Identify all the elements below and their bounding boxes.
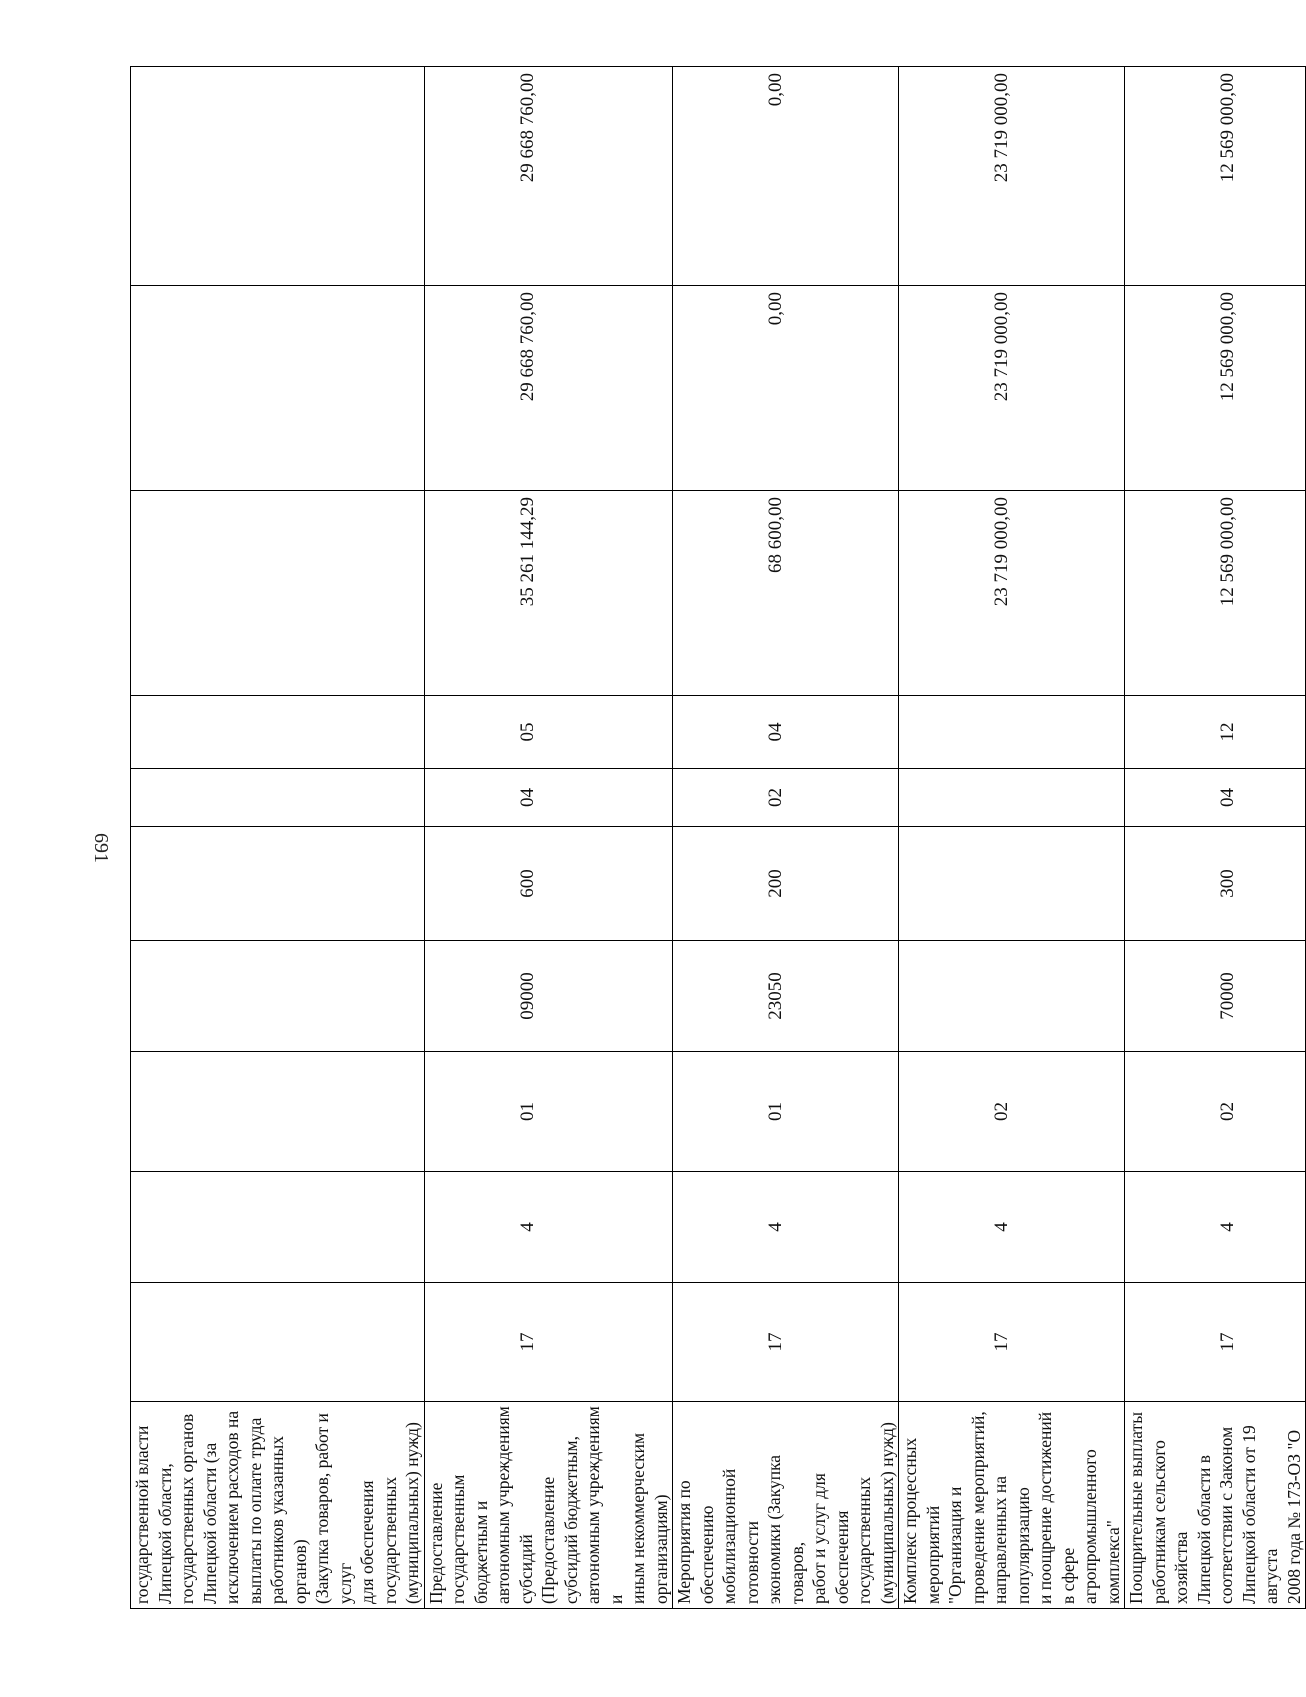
amount-2023: 23 719 000,00: [991, 497, 1012, 607]
chapter-code-cell: [673, 1283, 899, 1402]
amount-2024: 0,00: [765, 292, 786, 326]
podrazdel-code-cell: [1125, 696, 1306, 769]
amount-2024: 29 668 760,00: [516, 292, 538, 402]
target-code: 23050: [765, 972, 786, 1020]
description-line: экономики (Закупка товаров,: [764, 1454, 807, 1604]
expense-type-code: 200: [765, 869, 786, 898]
amount-2023-cell: [1125, 491, 1306, 696]
description-line: субсидий бюджетным,: [560, 1436, 581, 1604]
description-line: государственных органов: [177, 1413, 197, 1604]
description-line: организациям): [650, 1494, 671, 1604]
podrazdel-code-cell: [131, 696, 425, 769]
subsection-code-cell: [1125, 1052, 1306, 1172]
row-description: [424, 1402, 673, 1609]
description-line: агропромышленного комплекса": [1080, 1449, 1123, 1604]
expense-type-code-cell: [424, 827, 673, 941]
description-line: (Закупка товаров, работ и услуг: [312, 1413, 355, 1604]
amount-2023-cell: [899, 491, 1125, 696]
chapter-code-cell: [1125, 1283, 1306, 1402]
expense-type-code: 600: [516, 869, 538, 898]
podrazdel-code: 12: [1217, 722, 1238, 742]
chapter-code: 17: [765, 1332, 786, 1352]
budget-table-sheet: [130, 67, 1304, 1609]
page-number: 691: [90, 833, 112, 863]
podrazdel-code: 05: [516, 722, 538, 742]
section-code-cell: [131, 1172, 425, 1283]
razdel-code-cell: [424, 769, 673, 827]
amount-2025-cell: [131, 67, 425, 286]
section-code: 4: [516, 1222, 538, 1232]
razdel-code-cell: [899, 769, 1125, 827]
description-line: Липецкой области,: [154, 1463, 175, 1604]
description-line: 2008 года № 173-ОЗ "О: [1283, 1429, 1304, 1604]
chapter-code: 17: [1217, 1332, 1238, 1352]
description-line: Липецкой области от 19 августа: [1238, 1425, 1281, 1604]
description-line: автономным учреждениям: [493, 1406, 513, 1604]
podrazdel-code-cell: [424, 696, 673, 769]
amount-2023-cell: [673, 491, 899, 696]
description-line: соответствии с Законом: [1216, 1426, 1236, 1604]
description-line: Липецкой области (за: [199, 1442, 220, 1604]
row-description: [131, 1402, 425, 1609]
expense-type-code-cell: [131, 827, 425, 941]
chapter-code-cell: [131, 1283, 425, 1402]
amount-2025-cell: [424, 67, 673, 286]
razdel-code: 04: [516, 788, 538, 807]
description-line: и поощрение достижений в сфере: [1035, 1411, 1078, 1604]
target-code-cell: [1125, 941, 1306, 1052]
subsection-code-cell: [131, 1052, 425, 1172]
table-row: [673, 67, 899, 1609]
amount-2024: 12 569 000,00: [1217, 292, 1238, 402]
razdel-code-cell: [673, 769, 899, 827]
expense-type-code-cell: [1125, 827, 1306, 941]
amount-2023-cell: [424, 491, 673, 696]
subsection-code-cell: [899, 1052, 1125, 1172]
amount-2024-cell: [673, 286, 899, 491]
expense-type-code: 300: [1217, 869, 1238, 898]
description-line: государственных: [379, 1476, 400, 1604]
amount-2025-cell: [899, 67, 1125, 286]
subsection-code-cell: [424, 1052, 673, 1172]
description-line: Комплекс процессных: [900, 1437, 920, 1604]
description-line: исключением расходов на: [222, 1410, 242, 1604]
section-code: 4: [991, 1222, 1012, 1232]
razdel-code-cell: [131, 769, 425, 827]
description-line: мобилизационной готовности: [719, 1468, 762, 1604]
description-line: работникам сельского хозяйства: [1148, 1440, 1191, 1604]
subsection-code: 02: [1217, 1102, 1238, 1121]
section-code-cell: [673, 1172, 899, 1283]
subsection-code: 01: [765, 1102, 786, 1121]
amount-2025: 29 668 760,00: [516, 73, 538, 183]
amount-2024-cell: [424, 286, 673, 491]
description-line: Липецкой области в: [1193, 1455, 1214, 1604]
table-row: [424, 67, 673, 1609]
description-line: (муниципальных) нужд): [876, 1422, 897, 1604]
amount-2023: 12 569 000,00: [1217, 497, 1238, 607]
description-line: Поощрительные выплаты: [1126, 1412, 1146, 1604]
row-description: [1125, 1402, 1306, 1609]
subsection-code-cell: [673, 1052, 899, 1172]
amount-2024-cell: [131, 286, 425, 491]
description-line: государственных: [854, 1476, 874, 1604]
row-description: [673, 1402, 899, 1609]
target-code: 09000: [516, 972, 538, 1020]
target-code-cell: [673, 941, 899, 1052]
amount-2023: 68 600,00: [765, 497, 786, 573]
table-row: [1125, 67, 1306, 1609]
description-line: Мероприятия по обеспечению: [674, 1480, 717, 1604]
target-code-cell: [424, 941, 673, 1052]
amount-2025-cell: [1125, 67, 1306, 286]
podrazdel-code: 04: [765, 722, 786, 742]
amount-2025: 23 719 000,00: [991, 73, 1012, 183]
subsection-code: 02: [991, 1102, 1012, 1121]
description-line: субсидий (Предоставление: [515, 1476, 558, 1604]
chapter-code: 17: [991, 1332, 1012, 1352]
amount-2024: 23 719 000,00: [991, 292, 1012, 402]
description-line: работников указанных органов): [267, 1436, 310, 1604]
section-code-cell: [899, 1172, 1125, 1283]
table-row: [131, 67, 425, 1609]
amount-2023-cell: [131, 491, 425, 696]
description-line: работ и услуг для обеспечения: [809, 1473, 852, 1604]
description-line: государственным бюджетным и: [448, 1474, 491, 1604]
target-code-cell: [899, 941, 1125, 1052]
section-code-cell: [1125, 1172, 1306, 1283]
description-line: проведение мероприятий,: [967, 1411, 988, 1604]
description-line: (муниципальных) нужд): [402, 1422, 422, 1604]
description-line: автономным учреждениям и: [583, 1406, 626, 1604]
amount-2025: 0,00: [765, 73, 786, 107]
podrazdel-code-cell: [673, 696, 899, 769]
description-line: для обеспечения: [357, 1480, 377, 1604]
description-line: государственной власти: [132, 1425, 152, 1604]
target-code: 70000: [1217, 972, 1238, 1020]
description-line: Предоставление: [425, 1482, 446, 1604]
section-code-cell: [424, 1172, 673, 1283]
razdel-code: 02: [765, 788, 786, 807]
amount-2024-cell: [1125, 286, 1306, 491]
chapter-code: 17: [516, 1332, 538, 1352]
description-line: мероприятий "Организация и: [922, 1486, 965, 1604]
subsection-code: 01: [516, 1102, 538, 1121]
razdel-code-cell: [1125, 769, 1306, 827]
table-row: [899, 67, 1125, 1609]
expense-type-code-cell: [673, 827, 899, 941]
description-line: выплаты по оплате труда: [244, 1417, 265, 1604]
target-code-cell: [131, 941, 425, 1052]
amount-2023: 35 261 144,29: [516, 497, 538, 607]
chapter-code-cell: [899, 1283, 1125, 1402]
description-line: иным некоммерческим: [628, 1432, 648, 1604]
chapter-code-cell: [424, 1283, 673, 1402]
budget-table: [130, 66, 1306, 1609]
podrazdel-code-cell: [899, 696, 1125, 769]
amount-2025-cell: [673, 67, 899, 286]
razdel-code: 04: [1217, 788, 1238, 807]
amount-2025: 12 569 000,00: [1217, 73, 1238, 183]
section-code: 4: [1217, 1222, 1238, 1232]
amount-2024-cell: [899, 286, 1125, 491]
expense-type-code-cell: [899, 827, 1125, 941]
description-line: направленных на популяризацию: [990, 1475, 1033, 1604]
section-code: 4: [765, 1222, 786, 1232]
row-description: [899, 1402, 1125, 1609]
